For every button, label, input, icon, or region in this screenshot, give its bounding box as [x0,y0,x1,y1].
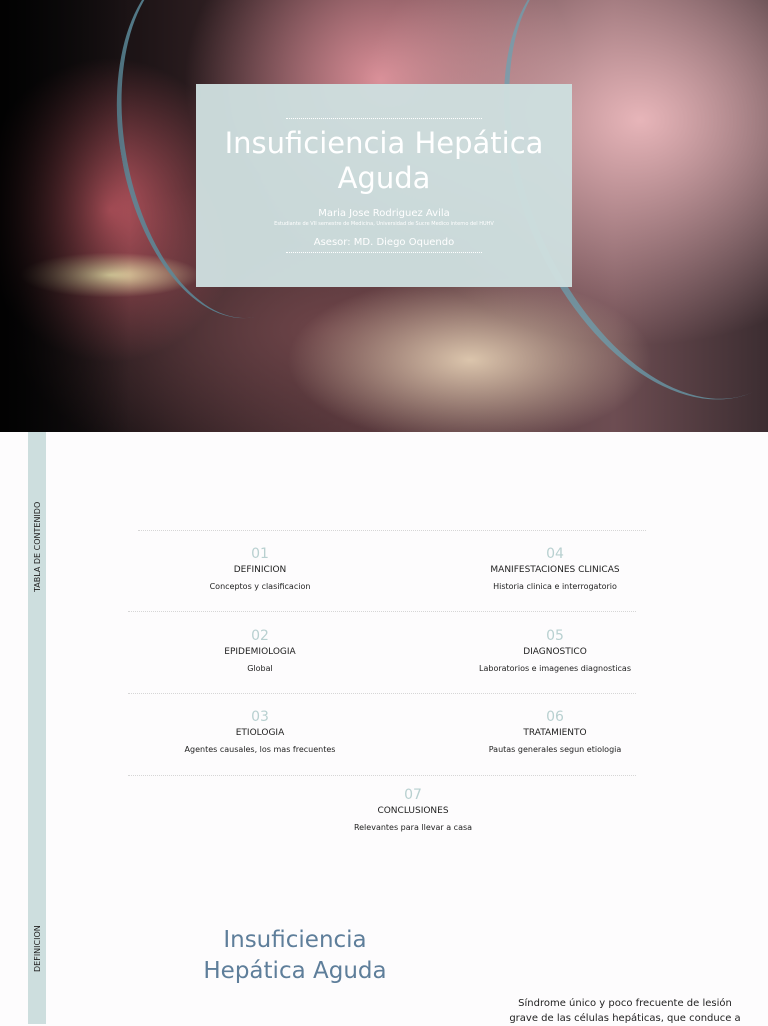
toc-item-number: 06 [546,709,564,725]
background-shadow [0,0,130,432]
toc-item-tratamiento[interactable] [425,709,685,755]
toc-item-title: TRATAMIENTO [523,728,587,738]
toc-item-subtitle: Historia clinica e interrogatorio [493,582,617,591]
dotted-separator [138,530,646,531]
toc-item-number: 05 [546,628,564,644]
toc-item-subtitle: Laboratorios e imagenes diagnosticas [479,664,631,673]
toc-item-title: DIAGNOSTICO [523,647,587,657]
definition-title: Insuficiencia Hepática Aguda [203,927,387,984]
toc-item-etiologia[interactable] [130,709,390,755]
toc-item-definicion[interactable] [130,546,390,592]
toc-item-number: 04 [546,546,564,562]
dotted-separator [128,693,636,694]
cover-slide [0,0,768,432]
toc-item-title: MANIFESTACIONES CLINICAS [490,565,620,575]
advisor-name: Asesor: MD. Diego Oquendo [313,237,455,248]
dotted-divider [286,118,482,119]
definition-body-text: Síndrome único y poco frecuente de lesión grave de las células hepáticas, que conduce a [509,998,741,1024]
toc-item-subtitle: Conceptos y clasificacion [209,582,311,591]
definition-side-label: DEFINICION [33,925,42,972]
dotted-divider [286,252,482,253]
toc-item-title: EPIDEMIOLOGIA [224,647,296,657]
toc-item-number: 02 [251,628,269,644]
toc-item-number: 01 [251,546,269,562]
toc-item-number: 03 [251,709,269,725]
dotted-separator [128,611,636,612]
toc-item-diagnostico[interactable] [425,628,685,674]
toc-item-title: ETIOLOGIA [235,728,285,738]
toc-side-label: TABLA DE CONTENIDO [33,501,42,592]
toc-item-number: 07 [404,787,422,803]
dotted-separator [128,775,636,776]
toc-item-subtitle: Agentes causales, los mas frecuentes [184,745,336,754]
toc-item-conclusiones[interactable] [283,787,543,833]
toc-item-subtitle: Relevantes para llevar a casa [353,823,473,832]
toc-item-manifestaciones-clinicas[interactable] [425,546,685,592]
toc-item-title: CONCLUSIONES [377,806,449,816]
toc-item-title: DEFINICION [233,565,287,575]
author-name: Maria Jose Rodriguez Avila [318,208,450,219]
toc-item-epidemiologia[interactable] [130,628,390,674]
presentation-title: Insuficiencia Hepática Aguda [224,126,544,195]
author-affiliation: Estudiante de VII semestre de Medicina, Universidad de Sucre Medico interno del HUHV [274,221,494,227]
toc-item-subtitle: Global [247,664,273,673]
toc-item-subtitle: Pautas generales segun etiologia [488,745,622,754]
title-card [196,84,572,287]
